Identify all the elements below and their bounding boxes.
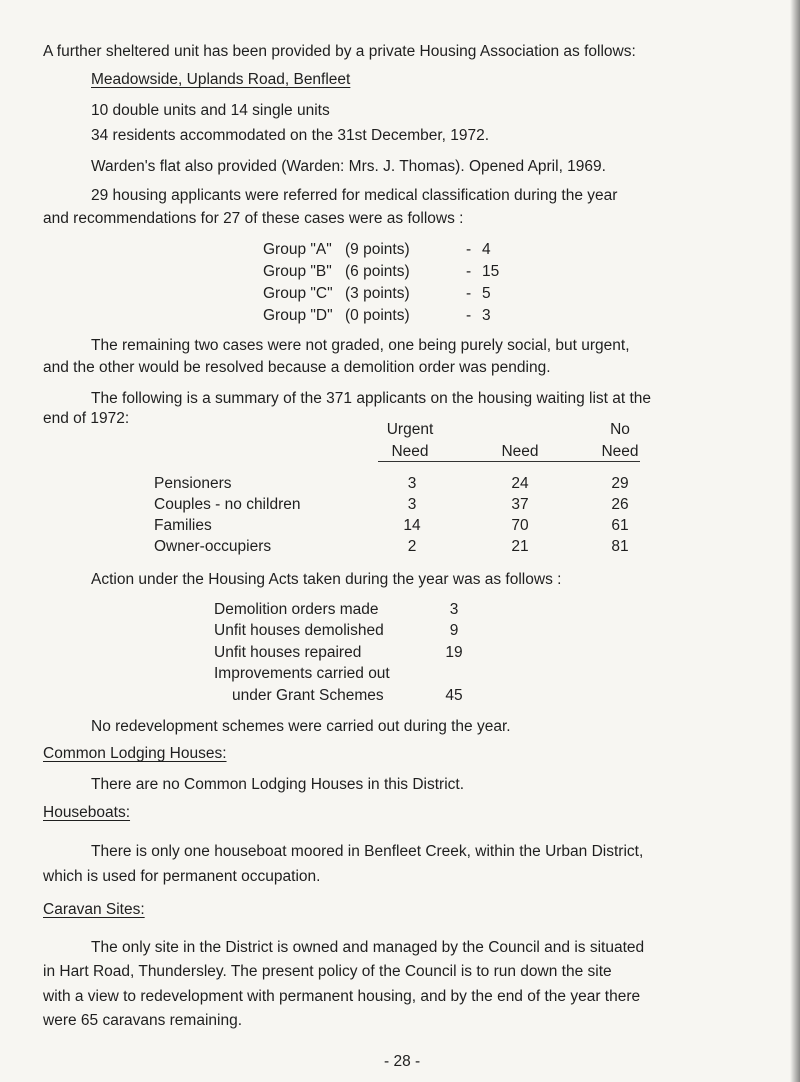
- action-value: 3: [449, 601, 459, 618]
- warden-text: Warden's flat also provided (Warden: Mrs. J. Thomas). Opened April, 1969.: [91, 158, 606, 175]
- header-rule: [378, 461, 640, 462]
- group-points: (9 points): [345, 241, 410, 258]
- group-dash: -: [466, 263, 472, 280]
- caravans-heading: Caravan Sites:: [43, 901, 145, 918]
- units-text: 10 double units and 14 single units: [91, 102, 330, 119]
- group-label: Group "B": [263, 263, 332, 280]
- table-row-label: Owner-occupiers: [154, 538, 272, 555]
- table-cell: 14: [403, 517, 421, 534]
- medical-para-line: 29 housing applicants were referred for medical classification during the year: [91, 187, 618, 204]
- table-cell: 24: [511, 475, 529, 492]
- group-label: Group "A": [263, 241, 332, 258]
- action-label: under Grant Schemes: [232, 687, 384, 704]
- table-header: Urgent: [386, 421, 434, 438]
- action-text: Action under the Housing Acts taken during the year was as follows :: [91, 571, 562, 588]
- group-label: Group "D": [263, 307, 333, 324]
- caravans-text-line: with a view to redevelopment with permanent housing, and by the end of the year there: [43, 988, 641, 1005]
- action-value: 19: [445, 644, 463, 661]
- table-header: No: [610, 421, 630, 438]
- table-header: Need: [501, 443, 539, 460]
- caravans-text-line: in Hart Road, Thundersley. The present policy of the Council is to run down the site: [43, 963, 612, 980]
- medical-para-line: and recommendations for 27 of these cases were as follows :: [43, 210, 464, 227]
- table-cell: 29: [611, 475, 629, 492]
- table-cell: 21: [511, 538, 529, 555]
- summary-para-line: The following is a summary of the 371 applicants on the housing waiting list at the: [91, 390, 652, 407]
- table-row-label: Pensioners: [154, 475, 232, 492]
- table-cell: 2: [407, 538, 417, 555]
- group-count: 4: [482, 241, 491, 258]
- lodging-text: There are no Common Lodging Houses in this District.: [91, 776, 465, 793]
- redevelopment-text: No redevelopment schemes were carried out during the year.: [91, 718, 511, 735]
- group-points: (6 points): [345, 263, 410, 280]
- group-count: 5: [482, 285, 491, 302]
- action-value: 45: [445, 687, 463, 704]
- remaining-para-line: and the other would be resolved because a demolition order was pending.: [43, 359, 551, 376]
- remaining-para-line: The remaining two cases were not graded, one being purely social, but urgent,: [91, 337, 630, 354]
- page-edge-shadow: [790, 0, 800, 1082]
- table-cell: 70: [511, 517, 529, 534]
- table-cell: 26: [611, 496, 629, 513]
- houseboats-heading: Houseboats:: [43, 804, 131, 821]
- summary-para-line: end of 1972:: [43, 410, 130, 427]
- lodging-heading: Common Lodging Houses:: [43, 745, 227, 762]
- group-points: (3 points): [345, 285, 410, 302]
- action-label: Unfit houses repaired: [214, 644, 362, 661]
- table-row-label: Couples - no children: [154, 496, 301, 513]
- houseboats-text-line: which is used for permanent occupation.: [43, 868, 321, 885]
- residents-text: 34 residents accommodated on the 31st December, 1972.: [91, 127, 490, 144]
- table-header: Need: [601, 443, 639, 460]
- caravans-text-line: were 65 caravans remaining.: [43, 1012, 243, 1029]
- houseboats-text-line: There is only one houseboat moored in Benfleet Creek, within the Urban District,: [91, 843, 644, 860]
- group-dash: -: [466, 307, 472, 324]
- page-number: - 28 -: [384, 1053, 421, 1070]
- intro-text: A further sheltered unit has been provided by a private Housing Association as follows:: [43, 43, 636, 60]
- table-cell: 3: [407, 496, 417, 513]
- table-cell: 81: [611, 538, 629, 555]
- action-value: 9: [449, 622, 459, 639]
- group-points: (0 points): [345, 307, 410, 324]
- table-cell: 3: [407, 475, 417, 492]
- group-label: Group "C": [263, 285, 333, 302]
- table-cell: 61: [611, 517, 629, 534]
- group-count: 15: [482, 263, 500, 280]
- action-label: Improvements carried out: [214, 665, 390, 682]
- group-dash: -: [466, 241, 472, 258]
- group-dash: -: [466, 285, 472, 302]
- action-label: Demolition orders made: [214, 601, 379, 618]
- caravans-text-line: The only site in the District is owned and managed by the Council and is situated: [91, 939, 645, 956]
- group-count: 3: [482, 307, 491, 324]
- location-heading: Meadowside, Uplands Road, Benfleet: [91, 71, 351, 88]
- table-row-label: Families: [154, 517, 212, 534]
- table-cell: 37: [511, 496, 529, 513]
- action-label: Unfit houses demolished: [214, 622, 384, 639]
- table-header: Need: [391, 443, 429, 460]
